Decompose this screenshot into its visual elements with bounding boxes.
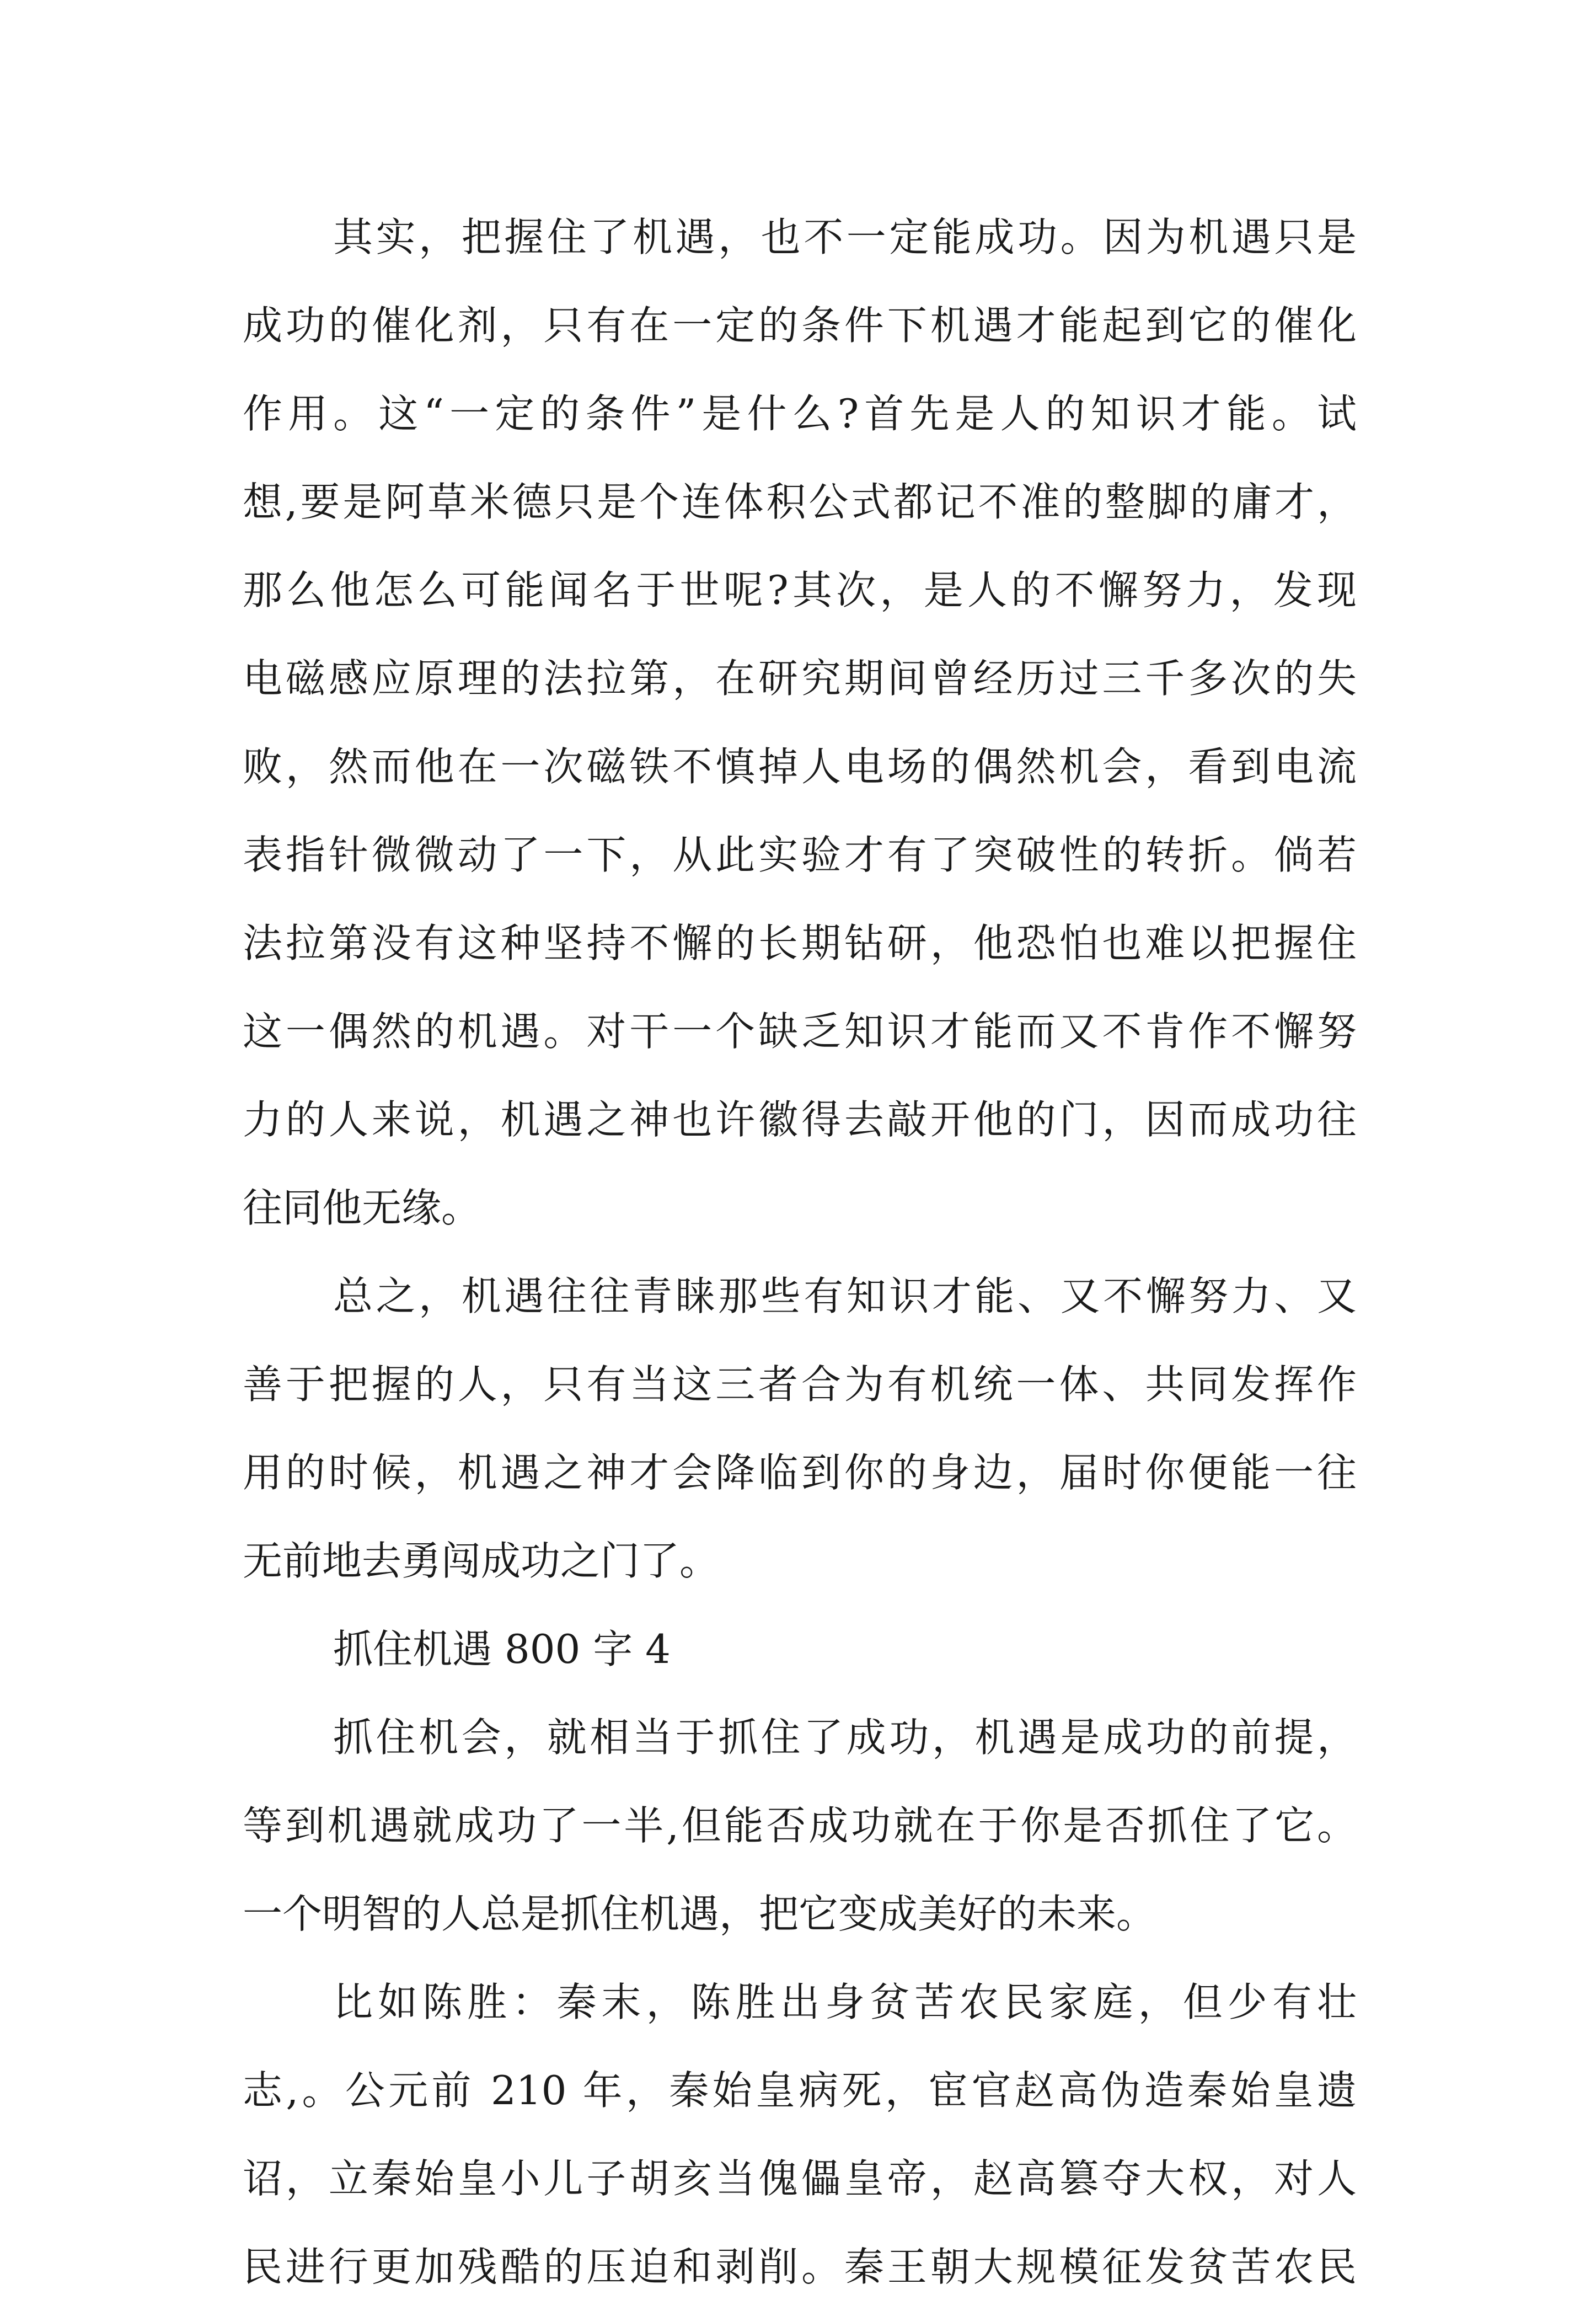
text-line: 法拉第没有这种坚持不懈的长期钻研，他恐怕也难以把握住 [243, 920, 1357, 966]
text-line: 往同他无缘。 [243, 1185, 481, 1231]
text-line: 作用。这“一定的条件”是什么?首先是人的知识才能。试 [243, 390, 1357, 437]
text-line: 抓住机会，就相当于抓住了成功，机遇是成功的前提， [333, 1714, 1357, 1761]
text-line: 想,要是阿草米德只是个连体积公式都记不准的整脚的庸才， [243, 479, 1357, 525]
text-line: 成功的催化剂，只有在一定的条件下机遇才能起到它的催化 [243, 302, 1357, 349]
text-line: 其实，把握住了机遇，也不一定能成功。因为机遇只是 [333, 214, 1357, 260]
text-line: 那么他怎么可能闻名于世呢?其次，是人的不懈努力，发现 [243, 567, 1357, 613]
text-line: 等到机遇就成功了一半,但能否成功就在于你是否抓住了它。 [243, 1802, 1357, 1849]
text-line: 总之，机遇往往青睐那些有知识才能、又不懈努力、又 [333, 1273, 1357, 1319]
text-line: 用的时候，机遇之神才会降临到你的身边，届时你便能一往 [243, 1449, 1357, 1496]
text-line: 一个明智的人总是抓住机遇，把它变成美好的未来。 [243, 1891, 1156, 1937]
text-line: 志,。公元前 210 年，秦始皇病死，宦官赵高伪造秦始皇遗 [243, 2067, 1357, 2114]
document-body [243, 193, 1357, 2311]
text-line: 诏，立秦始皇小儿子胡亥当傀儡皇帝，赵高篡夺大权，对人 [243, 2155, 1357, 2202]
text-line: 比如陈胜：秦末，陈胜出身贫苦农民家庭，但少有壮 [333, 1979, 1357, 2025]
text-line: 力的人来说，机遇之神也许徽得去敲开他的门，因而成功往 [243, 1096, 1357, 1143]
text-line: 电磁感应原理的法拉第，在研究期间曾经历过三千多次的失 [243, 655, 1357, 702]
text-line: 民进行更加残酷的压迫和剥削。秦王朝大规模征发贫苦农民 [243, 2244, 1357, 2290]
text-line: 善于把握的人，只有当这三者合为有机统一体、共同发挥作 [243, 1361, 1357, 1408]
text-line: 这一偶然的机遇。对干一个缺乏知识才能而又不肯作不懈努 [243, 1008, 1357, 1055]
text-line: 无前地去勇闯成功之门了。 [243, 1538, 720, 1584]
section-heading: 抓住机遇 800 字 4 [333, 1626, 671, 1672]
text-line: 表指针微微动了一下，从此实验才有了突破性的转折。倘若 [243, 832, 1357, 878]
text-line: 败，然而他在一次磁铁不慎掉人电场的偶然机会，看到电流 [243, 743, 1357, 790]
